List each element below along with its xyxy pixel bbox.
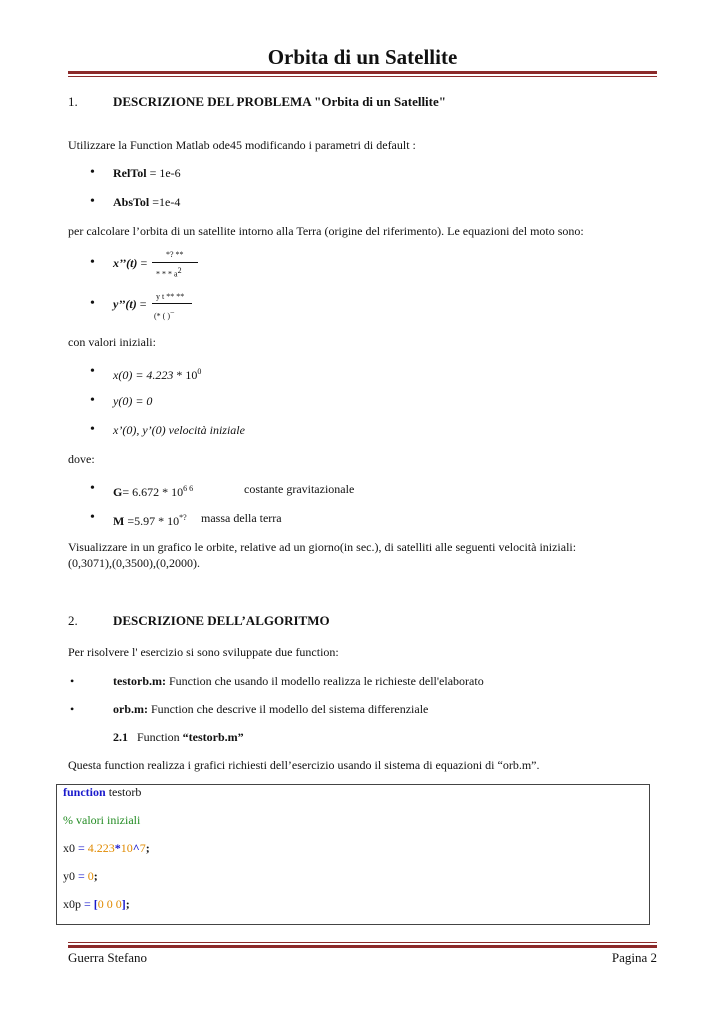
section-1-number: 1.: [68, 94, 78, 109]
item-testorb: testorb.m: Function che usando il modello realizza le richieste dell'elaborato: [113, 674, 484, 688]
param-abstol: AbsTol =1e-4: [113, 195, 181, 209]
section-2-number: 2.: [68, 613, 78, 628]
eq-y-lhs: y’’(t) =: [113, 297, 147, 311]
bullet: •: [90, 165, 95, 180]
initial-y0: y(0) = 0: [113, 394, 153, 408]
bullet: •: [90, 481, 95, 496]
item-orb: orb.m: Function che descrive il modello del sistema differenziale: [113, 702, 429, 716]
footer-page: Pagina 2: [611, 950, 657, 965]
bullet: •: [90, 194, 95, 209]
code-line-5: x0p = [0 0 0];: [63, 897, 130, 911]
eq-x-lhs: x’’(t) =: [113, 256, 148, 270]
section-2-intro: Per risolvere l' esercizio si sono sviluppate due function:: [68, 645, 339, 659]
bullet: •: [70, 702, 75, 716]
eq-y-numerator: y t ** **: [156, 292, 185, 301]
header-rule: [68, 71, 657, 74]
code-line-1: function testorb: [63, 785, 142, 799]
intro-text: Utilizzare la Function Matlab ode45 modificando i parametri di default :: [68, 138, 416, 152]
bullet: •: [90, 422, 95, 437]
footer-author: Guerra Stefano: [68, 950, 148, 965]
visualize-line-2: (0,3071),(0,3500),(0,2000).: [68, 556, 200, 570]
constant-g-desc: costante gravitazionale: [244, 482, 355, 496]
code-block: [56, 784, 650, 925]
param-reltol: RelTol = 1e-6: [113, 166, 181, 180]
bullet: •: [70, 674, 75, 688]
constant-m: M =5.97 * 10*?: [113, 513, 187, 528]
subsection-desc: Questa function realizza i grafici richiesti dell’esercizio usando il sistema di equazioni di “orb.m”.: [68, 758, 540, 772]
footer-rule: [68, 945, 657, 948]
bullet: •: [90, 393, 95, 408]
where-label: dove:: [68, 452, 95, 466]
eq-x-numerator: *? **: [166, 250, 184, 259]
bullet: •: [90, 364, 95, 379]
initial-velocity: x’(0), y’(0) velocità iniziale: [113, 423, 245, 437]
header-rule-thin: [68, 76, 657, 77]
eq-y-fraction-line: [152, 303, 192, 304]
page-title: Orbita di un Satellite: [267, 45, 458, 69]
code-line-2: % valori iniziali: [63, 813, 141, 827]
code-line-4: y0 = 0;: [63, 869, 98, 883]
subsection-heading: 2.1 Function “testorb.m”: [113, 730, 244, 744]
eq-x-fraction-line: [152, 262, 198, 263]
bullet: •: [90, 296, 95, 311]
footer-rule-thin: [68, 942, 657, 943]
eq-x-denominator: * * * $a^2$: [156, 266, 182, 279]
constant-m-desc: massa della terra: [201, 511, 282, 525]
visualize-line-1: Visualizzare in un grafico le orbite, relative ad un giorno(in sec.), di satelliti alle seguenti velocità iniziali:: [68, 540, 577, 554]
eq-y-denominator: (* ( )−: [154, 308, 175, 321]
initial-x0: $x(0) = 4.223 * 10^0$: [113, 367, 202, 382]
initial-label: con valori iniziali:: [68, 335, 156, 349]
code-line-3: x0 = 4.223*10^7;: [63, 841, 150, 855]
bullet: •: [90, 255, 95, 270]
constant-g: $G= 6.672 * 10^{6 6}$: [113, 484, 194, 499]
section-1-heading: DESCRIZIONE DEL PROBLEMA "Orbita di un Satellite": [113, 94, 446, 109]
bullet: •: [90, 510, 95, 525]
orbit-text: per calcolare l’orbita di un satellite intorno alla Terra (origine del riferimento). Le equazioni del moto sono:: [68, 224, 584, 238]
section-2-heading: DESCRIZIONE DELL’ALGORITMO: [113, 613, 330, 628]
